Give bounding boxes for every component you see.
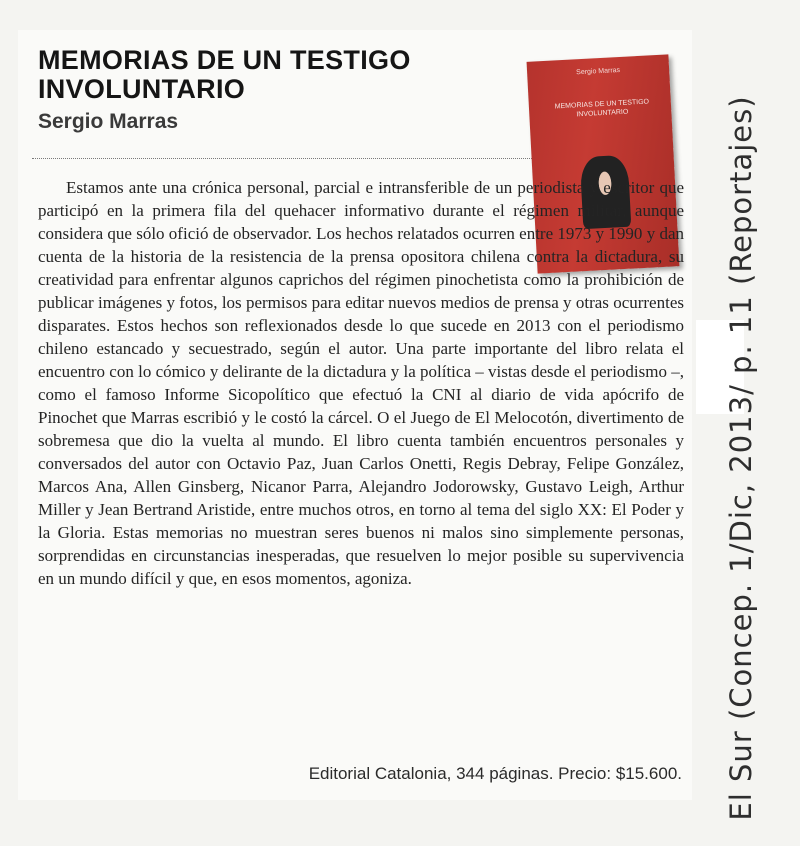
- article-title: MEMORIAS DE UN TESTIGO INVOLUNTARIO: [38, 45, 411, 104]
- newspaper-clipping: [18, 30, 692, 800]
- handwritten-note-text: El Sur (Concep. 1/Dic, 2013/ p. 11 (Reportajes): [724, 95, 758, 821]
- article-author: Sergio Marras: [38, 110, 179, 133]
- book-cover-author: Sergio Marras: [576, 66, 621, 77]
- article-body: Estamos ante una crónica personal, parcial e intransferible de un periodista y escritor que participó en la primera fila del quehacer informativo durante el régimen militar, aunque considera que sólo ofició de observador. Los hechos relatados ocurren entre 1973 y 1990 y dan cuenta de la historia de la resistencia de la prensa opositora chilena contra la dictadura, su creatividad para enfrentar algunos caprichos del régimen pinochetista como la prohibición de publicar imágenes y fotos, los permisos para editar nuevos medios de prensa y otras ocurrentes disparates. Estos hechos son reflexionados desde lo que sucede en 2013 con el periodismo chileno estancado y secuestrado, según el autor. Una parte importante del libro relata el encuentro con lo cómico y delirante de la dictadura y la política – vistas desde el periodismo –, como el famoso Informe Sicopolítico que efectuó la CNI al diario de vida apócrifo de Pinochet que Marras escribió y le costó la cárcel. O el Juego de El Melocotón, divertimento de sobremesa que dio la vuelta al mundo. El libro cuenta también encuentros personales y conversados del autor con Octavio Paz, Juan Carlos Onetti, Regis Debray, Felipe González, Marcos Ana, Allen Ginsberg, Nicanor Parra, Alejandro Jodorowsky, Gustavo Leigh, Arthur Miller y Jean Bertrand Aristide, entre muchos otros, en torno al tema del siglo XX: El Poder y la Gloria. Estas memorias no muestran seres buenos ni malos sino simplemente personas, sorprendidas en circunstancias inesperadas, que resuelven lo mejor posible su supervivencia en un mundo difícil y que, en esos momentos, agoniza.: [38, 178, 684, 588]
- divider: [32, 158, 540, 159]
- book-cover-title: MEMORIAS DE UN TESTIGO INVOLUNTARIO: [554, 98, 650, 119]
- publisher-info: Editorial Catalonia, 344 páginas. Precio: $15.600.: [308, 764, 682, 783]
